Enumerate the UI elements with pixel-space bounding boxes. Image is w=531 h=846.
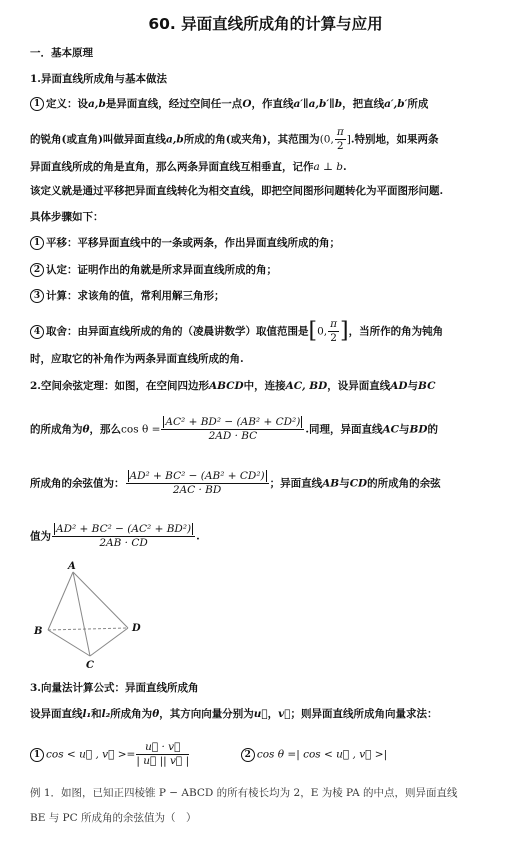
- edge-ab: [48, 572, 73, 630]
- example-1-line-1: 例 1．如图，已知正四棱锥 P − ABCD 的所有棱长均为 2，E 为棱 PA 的中点，则异面直线: [30, 787, 458, 799]
- pi-over-2: $\frac{\pi}{2}$: [330, 318, 338, 344]
- cosine-formula-ad-bc: $\frac{\text{AC² + BD² − (AB² + CD²)}}{2AD \cdot BC}$: [161, 416, 304, 443]
- circled-number: 1: [30, 97, 44, 111]
- formula-line-1: 的所成角为θ，那么cos θ = $\frac{\text{AC² + BD² − (AB² + CD²)}}{2AD \cdot BC}$ .同理，异面直线AC与BD的: [30, 416, 439, 442]
- cosine-formula-ac-bd: $\frac{\text{AD² + BC² − (AB² + CD²)}}{2AC \cdot BD}$: [126, 470, 269, 497]
- vertex-label-b: B: [34, 626, 43, 637]
- formula-line-2: 所成角的余弦值为： $\frac{\text{AD² + BC² − (AB² + CD²)}}{2AC \cdot BD}$ ；异面直线AB与CD的所成角的余弦: [30, 470, 441, 496]
- edge-bc: [48, 630, 90, 656]
- page-title: 60. 异面直线所成角的计算与应用: [148, 15, 383, 33]
- section-heading: 一．基本原理: [30, 47, 93, 59]
- example-1-line-2: BE 与 PC 所成角的余弦值为（ ）: [30, 812, 197, 824]
- circled-number: 1: [30, 236, 44, 250]
- vector-cosine-fraction: $\frac{u⃗ \cdot v⃗}{| u⃗ || v⃗ |}$: [136, 741, 190, 767]
- definition-line-2: 的锐角(或直角)叫做异面直线a,b所成的角(或夹角)，其范围为(0, $\frac{\pi}{2}$ ].特别地，如果两条: [30, 126, 439, 152]
- circled-number: 2: [241, 748, 255, 762]
- formula-line-3: 值为 $\frac{\text{AD² + BC² − (AC² + BD²)}}{2AB \cdot CD}$ .: [30, 523, 200, 549]
- circled-number: 4: [30, 325, 44, 339]
- step-4: 4 取舍：由异面直线所成的角的（凌晨讲数学）取值范围是[0, $\frac{\pi}{2}$ ]，当所作的角为钝角: [30, 318, 509, 345]
- vertex-label-c: C: [86, 660, 94, 671]
- vector-intro-line: 设异面直线l₁和l₂所成角为θ，其方向向量分别为u⃗，v⃗；则异面直线所成角向量求法：: [30, 708, 438, 720]
- vertex-label-d: D: [132, 623, 141, 634]
- step-2: 2 认定：证明作出的角就是所求异面直线所成的角；: [30, 263, 509, 277]
- cosine-formula-ab-cd: $\frac{\text{AD² + BC² − (AC² + BD²)}}{2AB \cdot CD}$: [52, 523, 195, 550]
- vector-formulas: 1 cos < u⃗ , v⃗ >= $\frac{u⃗ \cdot v⃗}{| u⃗ || v⃗ |}$ 2 cos θ =| cos < u⃗ , v⃗ >|: [30, 741, 509, 768]
- definition-line-3: 异面直线所成的角是直角，那么两条异面直线互相垂直，记作a ⊥ b.: [30, 161, 347, 173]
- subsection-heading-1: 1.异面直线所成角与基本做法: [30, 73, 167, 85]
- tetrahedron-figure: [28, 560, 158, 672]
- subsection-heading-2: 2.空间余弦定理：如图，在空间四边形ABCD中，连接AC, BD，设异面直线AD与BC: [30, 380, 436, 392]
- pi-over-2: $\frac{\pi}{2}$: [336, 126, 344, 152]
- step-4-continued: 时，应取它的补角作为两条异面直线所成的角.: [30, 353, 244, 365]
- edge-bd-hidden: [48, 628, 128, 630]
- circled-number: 1: [30, 748, 44, 762]
- circled-number: 2: [30, 263, 44, 277]
- definition-line-4: 该定义就是通过平移把异面直线转化为相交直线，即把空间图形问题转化为平面图形问题.: [30, 185, 444, 197]
- edge-ac: [73, 572, 90, 656]
- step-3: 3 计算：求该角的值，常利用解三角形；: [30, 289, 509, 303]
- step-1: 1 平移：平移异面直线中的一条或两条，作出异面直线所成的角；: [30, 236, 509, 250]
- subsection-heading-3: 3.向量法计算公式：异面直线所成角: [30, 682, 199, 694]
- steps-label: 具体步骤如下：: [30, 211, 104, 223]
- circled-number: 3: [30, 289, 44, 303]
- edge-cd: [90, 628, 128, 656]
- edge-ad: [73, 572, 128, 628]
- definition-line-1: 1 定义：设a,b是异面直线，经过空间任一点O，作直线a′∥a,b′∥b，把直线a′,b′所成: [30, 97, 509, 111]
- vertex-label-a: A: [68, 561, 76, 572]
